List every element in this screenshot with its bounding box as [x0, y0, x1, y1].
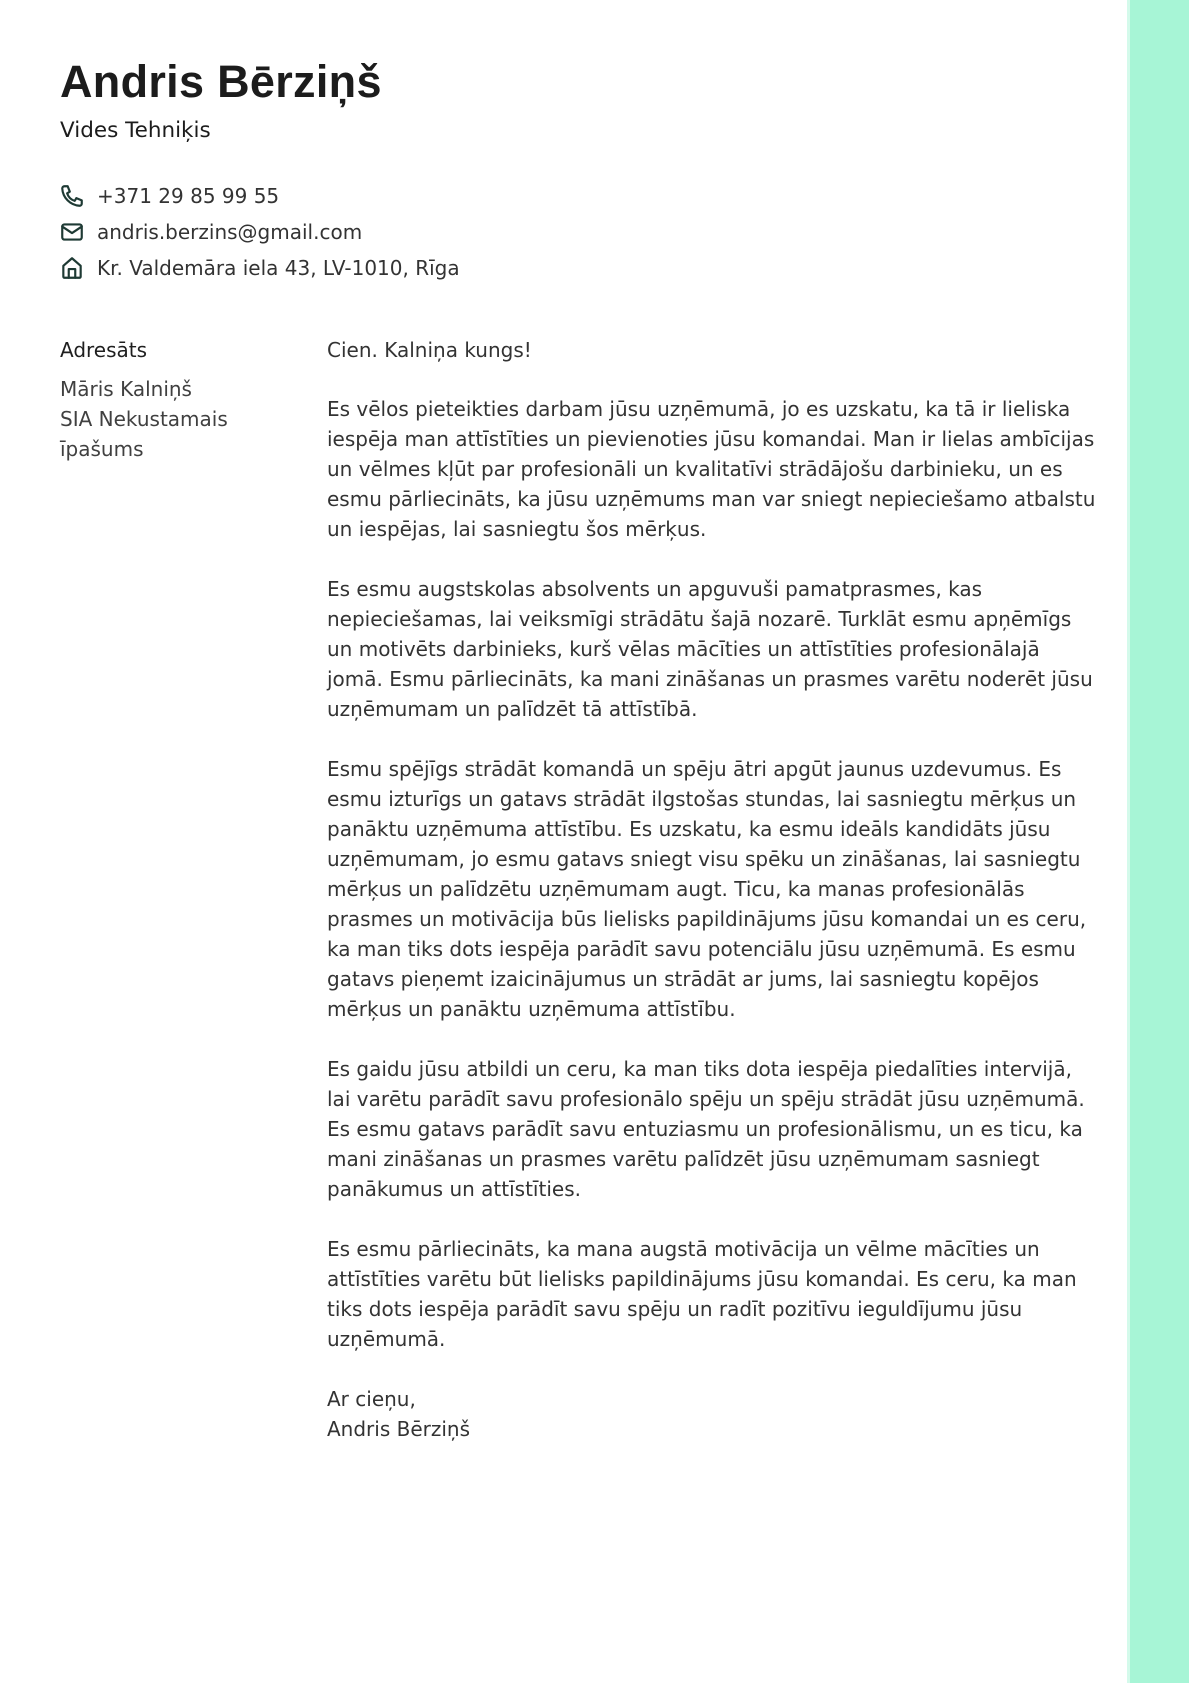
applicant-name: Andris Bērziņš	[60, 56, 382, 107]
recipient-company-cont: īpašums	[60, 437, 144, 461]
contact-email	[58, 214, 460, 250]
home-icon	[58, 255, 85, 282]
letter-paragraph: Es esmu augstskolas absolvents un apguvuši pamatprasmes, kas nepieciešamas, lai veiksmīgi strādātu šajā nozarē. Turklāt esmu apņēmīgs un motivēts darbinieks, kurš vēlas mācīties un attīstīties profesionālajā jomā. Esmu pārliecināts, ka mani zināšanas un prasmes varētu noderēt jūsu uzņēmumam un palīdzēt tā attīstībā.	[327, 577, 1093, 721]
phone-icon	[58, 183, 85, 210]
accent-sidebar	[1130, 0, 1189, 1683]
letter-paragraph: Es vēlos pieteikties darbam jūsu uzņēmumā, jo es uzskatu, ka tā ir lieliska iespēja man attīstīties un pievienoties jūsu komandai. Man ir lielas ambīcijas un vēlmes kļūt par profesionāli un kvalitatīvi strādājošu darbinieku, un es esmu pārliecināts, ka jūsu uzņēmums man var sniegt nepieciešamo atbalstu un iespējas, lai sasniegtu šos mērķus.	[327, 397, 1096, 541]
letter-paragraph: Esmu spējīgs strādāt komandā un spēju ātri apgūt jaunus uzdevumus. Es esmu izturīgs un gatavs strādāt ilgstošas stundas, lai sasniegtu mērķus un panāktu uzņēmuma attīstību. Es uzskatu, ka esmu ideāls kandidāts jūsu uzņēmumam, jo esmu gatavs sniegt visu spēku un zināšanas, lai sasniegtu mērķus un palīdzētu uzņēmumam augt. Ticu, ka manas profesionālās prasmes un motivācija būs lielisks papildinājums jūsu komandai un es ceru, ka man tiks dots iespēja parādīt savu potenciālu jūsu uzņēmumā. Es esmu gatavs pieņemt izaicinājumus un strādāt ar jums, lai sasniegtu kopējos mērķus un panāktu uzņēmuma attīstību.	[327, 757, 1087, 1021]
contact-list	[58, 178, 460, 286]
letter-paragraph: Es gaidu jūsu atbildi un ceru, ka man tiks dota iespēja piedalīties intervijā, lai varētu parādīt savu profesionālo spēju un spēju strādāt jūsu uzņēmumā. Es esmu gatavs parādīt savu entuziasmu un profesionālismu, un es ticu, ka mani zināšanas un prasmes varētu palīdzēt jūsu uzņēmumam sasniegt panākumus un attīstīties.	[327, 1057, 1085, 1201]
letter-body	[327, 336, 1097, 1444]
postal-address: Kr. Valdemāra iela 43, LV-1010, Rīga	[97, 256, 460, 280]
letter-greeting: Cien. Kalniņa kungs!	[327, 338, 532, 362]
job-title: Vides Tehniķis	[60, 118, 211, 143]
letter-signature: Andris Bērziņš	[327, 1417, 471, 1441]
recipient-label: Adresāts	[60, 338, 148, 362]
recipient-block	[60, 336, 290, 464]
mail-icon	[58, 219, 85, 246]
phone-number[interactable]: +371 29 85 99 55	[97, 184, 280, 208]
letter-closing: Ar cieņu,	[327, 1387, 416, 1411]
email-address[interactable]: andris.berzins@gmail.com	[97, 220, 363, 244]
recipient-company: SIA Nekustamais	[60, 407, 228, 431]
contact-address	[58, 250, 460, 286]
letter-paragraph: Es esmu pārliecināts, ka mana augstā motivācija un vēlme mācīties un attīstīties varētu būt lielisks papildinājums jūsu komandai. Es ceru, ka man tiks dots iespēja parādīt savu spēju un radīt pozitīvu ieguldījumu jūsu uzņēmumā.	[327, 1237, 1077, 1351]
contact-phone	[58, 178, 460, 214]
recipient-name: Māris Kalniņš	[60, 377, 192, 401]
